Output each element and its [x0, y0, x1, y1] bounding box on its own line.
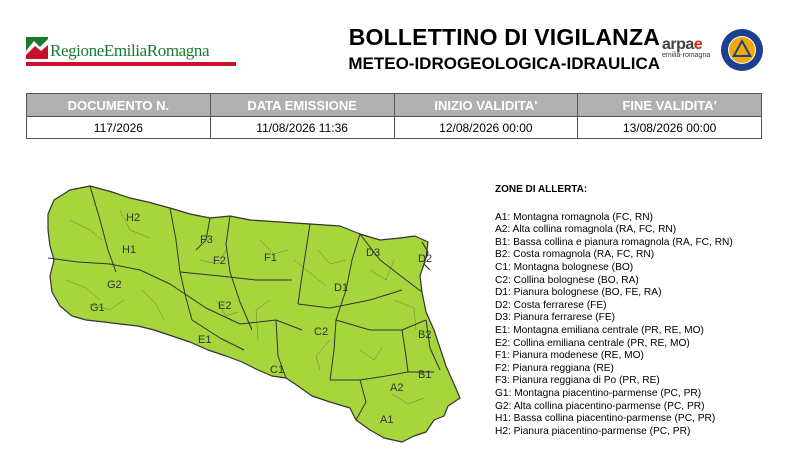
legend-item: A1: Montagna romagnola (FC, RN): [495, 211, 653, 223]
zone-label-e1: E1: [198, 334, 212, 346]
region-outline: [48, 186, 460, 442]
legend-item: D1: Pianura bolognese (BO, FE, RA): [495, 287, 662, 299]
zone-label-f1: F1: [264, 252, 277, 264]
table-row: [27, 117, 762, 139]
regione-flag-icon: [26, 37, 48, 59]
legend-item: H1: Bassa collina piacentino-parmense (PC, PR): [495, 413, 716, 425]
zone-label-c1: C1: [270, 364, 285, 376]
arpae-logo-sub: emilia-romagna: [662, 52, 711, 59]
zone-label-f3: F3: [200, 234, 213, 246]
column-header: FINE VALIDITA': [578, 94, 762, 117]
table-header-row: [27, 94, 762, 117]
legend-item: G1: Montagna piacentino-parmense (PC, PR): [495, 387, 702, 399]
column-header: DATA EMISSIONE: [210, 94, 394, 117]
legend-item: B1: Bassa collina e pianura romagnola (RA, FC, RN): [495, 236, 733, 248]
alert-zones-map: [30, 180, 480, 455]
legend-title: ZONE DI ALLERTA:: [495, 184, 588, 195]
regione-logo-bar: [26, 62, 236, 66]
legend-item: D3: Pianura ferrarese (FE): [495, 312, 616, 324]
regione-logo: [26, 35, 238, 69]
zone-label-g2: G2: [107, 279, 122, 291]
zone-label-b1: B1: [418, 369, 432, 381]
zones-legend: [495, 184, 785, 438]
validity-start: 12/08/2026 00:00: [394, 117, 578, 139]
regione-logo-text: RegioneEmiliaRomagna: [50, 41, 210, 60]
page-subtitle: METEO-IDROGEOLOGICA-IDRAULICA: [348, 54, 660, 73]
zone-label-h2: H2: [126, 212, 141, 224]
zone-label-g1: G1: [90, 302, 105, 314]
protezione-civile-logo-icon: [720, 28, 764, 72]
issue-date: 11/08/2026 11:36: [210, 117, 394, 139]
arpae-logo-text: arpae: [662, 36, 703, 53]
legend-item: H2: Pianura piacentino-parmense (PC, PR): [495, 425, 691, 437]
legend-item: G2: Alta collina piacentino-parmense (PC, PR): [495, 400, 705, 412]
legend-item: E2: Collina emiliana centrale (PR, RE, MO): [495, 337, 690, 349]
zone-label-e2: E2: [218, 300, 232, 312]
zone-label-c2: C2: [314, 326, 329, 338]
document-number: 117/2026: [27, 117, 211, 139]
validity-end: 13/08/2026 00:00: [578, 117, 762, 139]
zone-label-a1: A1: [380, 414, 394, 426]
zone-label-f2: F2: [213, 255, 226, 267]
legend-item: F3: Pianura reggiana di Po (PR, RE): [495, 375, 660, 387]
legend-item: A2: Alta collina romagnola (RA, FC, RN): [495, 224, 677, 236]
legend-item: F2: Pianura reggiana (RE): [495, 362, 614, 374]
zone-label-d3: D3: [366, 247, 381, 259]
page-title: BOLLETTINO DI VIGILANZA: [348, 24, 660, 50]
column-header: INIZIO VALIDITA': [394, 94, 578, 117]
legend-item: F1: Pianura modenese (RE, MO): [495, 350, 644, 362]
zone-label-d1: D1: [334, 282, 349, 294]
bulletin-info-table: [26, 93, 762, 139]
zone-label-b2: B2: [418, 329, 432, 341]
legend-item: C2: Collina bolognese (BO, RA): [495, 274, 639, 286]
zone-label-h1: H1: [122, 244, 137, 256]
column-header: DOCUMENTO N.: [27, 94, 211, 117]
legend-item: E1: Montagna emiliana centrale (PR, RE, MO): [495, 324, 704, 336]
legend-item: C1: Montagna bolognese (BO): [495, 261, 634, 273]
zone-label-a2: A2: [390, 382, 404, 394]
legend-item: D2: Costa ferrarese (FE): [495, 299, 607, 311]
zone-label-d2: D2: [418, 253, 433, 265]
legend-item: B2: Costa romagnola (RA, FC, RN): [495, 249, 655, 261]
arpae-logo: [662, 36, 718, 70]
